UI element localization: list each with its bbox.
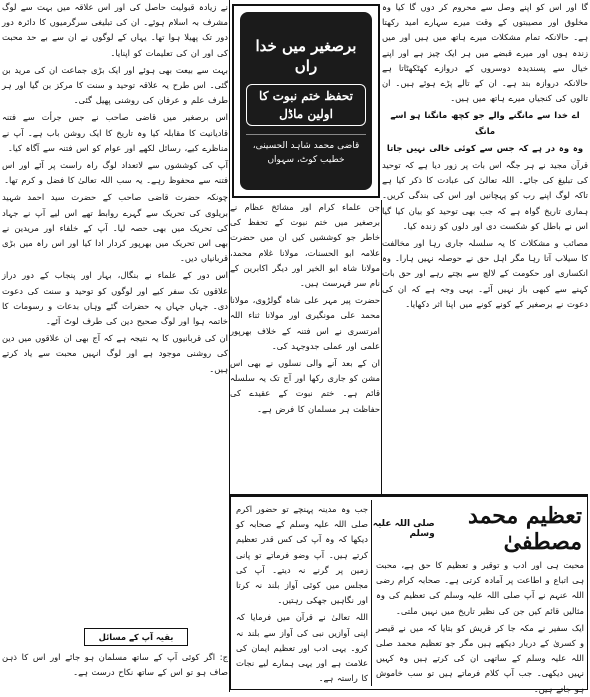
paragraph: جن علماء کرام اور مشائخ عظام نے برصغیر میں ختم نبوت کے تحفظ کی خاطر جو کوششیں کیں ان میں حضرت علامہ ابو الحسنات، مولانا غلام محمد، مولانا شاہ ابو الخیر اور دیگر اکابرین کے نام سر فہرست ہیں۔ <box>230 202 380 289</box>
paragraph: مصائب و مشکلات کا یہ سلسلہ جاری رہا اور مخالفت کا سیلاب آتا رہا مگر اہل حق نے حوصلہ نہیں ہارا۔ وہ انکساری اور حکومت کے لالچ سے بچتے رہے اور حق بات کہنے سے کبھی باز نہیں آئے۔ یہی وجہ ہے کہ ان کی دعوت نے برصغیر کے کونے کونے میں اپنا اثر دکھایا۔ <box>382 238 588 309</box>
right-column <box>382 0 588 494</box>
paragraph: محبت ہی اور ادب و توقیر و تعظیم کا حق ہے، محبت ہی اتباع و اطاعت پر آمادہ کرتی ہے۔ صحابہ کرام رضی اللہ عنہم نے آپ صلی اللہ علیہ وسلم کی تعظیم کی وہ مثالیں قائم کیں جن کی نظیر تاریخ میں نہیں ملتی۔ <box>376 560 584 616</box>
paragraph: اس برصغیر میں قاضی صاحب نے جس جرأت سے فتنہ قادیانیت کا مقابلہ کیا وہ تاریخ کا ایک روشن باب ہے۔ آپ نے مناظرے کیے، رسائل لکھے اور عوام کو اس فتنہ سے آگاہ کیا۔ <box>2 112 228 153</box>
bottom-middle-text <box>236 502 368 686</box>
paragraph: قرآن مجید نے ہر جگہ اس بات پر زور دیا ہے کہ توحید کی تبلیغ کی جائے۔ اللہ تعالیٰ کی عبادت کا ذکر کیا ہے تاکہ لوگ اپنے رب کو پہچانیں اور اس کی بندگی کریں۔ ہماری تاریخ گواہ ہے کہ جب بھی توحید کو بیان کیا گیا اس نے باطل کو شکست دی اور دلوں کو زندہ کیا۔ <box>382 160 588 231</box>
author-byline: قاضی محمد شاہد الحسینی، خطیب کوٹ، سہواں <box>246 134 366 167</box>
paragraph: بہت سے بیعت بھی ہوئے اور ایک بڑی جماعت ان کی مرید بن گئی۔ اس طرح یہ علاقہ توحید و سنت کا مرکز بن گیا اور ہر طرف علم و عرفان کی روشنی پھیل گئی۔ <box>2 64 228 106</box>
title-text: تعظیم محمد مصطفیٰ <box>468 503 582 555</box>
paragraph: ایک سفیر نے مکہ جا کر قریش کو بتایا کہ میں نے قیصر و کسریٰ کے دربار دیکھے ہیں مگر جو تعظیم محمد صلی اللہ علیہ وسلم کے ساتھی ان کی کرتے ہیں وہ کہیں نہیں دیکھی۔ جب آپ کلام فرماتے ہیں تو سب خاموش ہو جاتے ہیں۔ <box>376 622 584 694</box>
paragraph: آپ کی کوششوں سے لاتعداد لوگ راہ راست پر آئے اور اس فتنہ سے محفوظ رہے۔ یہ سب اللہ تعالیٰ کا فضل و کرم تھا۔ <box>2 160 228 186</box>
continued-label: بقیہ آپ کے مسائل <box>84 628 188 646</box>
paragraph: حضرت پیر مہر علی شاہ گولڑوی، مولانا محمد علی مونگیری اور مولانا ثناء اللہ امرتسری نے اس فتنہ کے خلاف بھرپور علمی اور عملی جدوجہد کی۔ <box>230 295 380 351</box>
column-divider <box>381 200 382 494</box>
paragraph: نے زیادہ قبولیت حاصل کی اور اس علاقہ میں بہت سے لوگ مشرف بہ اسلام ہوئے۔ ان کی تبلیغی سرگرمیوں کا دائرہ دور دور تک پھیلا ہوا تھا۔ یہاں کے لوگوں نے ان سے بے حد محبت کی اور ان کی تعلیمات کو اپنایا۔ <box>2 2 228 58</box>
paragraph: اللہ تعالیٰ نے قرآن میں فرمایا کہ اپنی آوازیں نبی کی آواز سے بلند نہ کرو۔ یہی ادب اور تعظیم ایمان کی علامت ہے اور یہی ہمارے لیے نجات کا راستہ ہے۔ <box>236 612 368 684</box>
paragraph: اس دور کے علماء نے بنگال، بہار اور پنجاب کے دور دراز علاقوں تک سفر کیے اور لوگوں کو توحید و سنت کی دعوت دی۔ جہاں جہاں یہ حضرات گئے وہاں بدعات و رسومات کا خاتمہ ہوا اور لوگ صحیح دین کی طرف لوٹ آئے۔ <box>2 270 228 327</box>
paragraph: ان کی قربانیوں کا یہ نتیجہ ہے کہ آج بھی ان علاقوں میں دین کی روشنی موجود ہے اور لوگ انہیں محبت سے یاد کرتے ہیں۔ <box>2 333 228 374</box>
paragraph: ج: اگر کوئی آپ کے ساتھ مسلمان ہو جائے اور اس کا ذہن صاف ہو تو اس کے ساتھ نکاح درست ہے۔ <box>2 652 228 678</box>
verse-line: وہ وہ در ہے کہ جس سے کوئی خالی نہیں جاتا <box>386 142 584 153</box>
bottom-article-title <box>370 505 582 553</box>
column-divider <box>371 500 372 686</box>
verse-line: اے خدا سے مانگنے والے جو کچھ مانگنا ہو اسے مانگ <box>390 110 580 136</box>
header-title: برصغیر میں خدا راں <box>255 36 357 75</box>
paragraph: ان کے بعد آنے والی نسلوں نے بھی اس مشن کو جاری رکھا اور آج تک یہ سلسلہ قائم ہے۔ ختم نبوت کے عقیدے کی حفاظت ہر مسلمان کا فرض ہے۔ <box>230 358 380 414</box>
bottom-right-text <box>376 558 584 694</box>
honorific: صلی اللہ علیہ وسلم <box>372 519 435 539</box>
left-column <box>2 0 228 652</box>
article-header <box>232 4 380 198</box>
paragraph: چونکہ حضرت قاضی صاحب کے حضرت سید احمد شہید بریلوی کی تحریک سے گہرے روابط تھے اس لیے آپ نے جہاد کی تحریک میں بھی حصہ لیا۔ آپ کے خلفاء اور مریدین نے بھی اس تحریک میں بھرپور کردار ادا کیا اور اس راہ میں بڑی قربانیاں دیں۔ <box>2 192 228 264</box>
paragraph: جب وہ مدینہ پہنچے تو حضور اکرم صلی اللہ علیہ وسلم کے صحابہ کو دیکھا کہ وہ آپ کی کس قدر تعظیم کرتے ہیں۔ آپ وضو فرماتے تو پانی زمین پر گرنے نہ دیتے۔ آپ کی مجلس میں کوئی آواز بلند نہ کرتا اور نگاہیں جھکی رہتیں۔ <box>236 504 368 606</box>
header-panel <box>240 12 372 190</box>
paragraph: گا اور اس کو اپنے وصل سے محروم کر دوں گا کیا وہ مخلوق اور مصیبتوں کے وقت میرے سہارے امید رکھتا ہے۔ حالانکہ تمام مشکلات میرے ہاتھ میں ہیں اور میں زندہ ہوں اور میرے قبضے میں ہر ایک چیز ہے اور اپنے خیال سے پسندیدہ دوسروں کے دروازے کھٹکھٹاتا ہے حالانکہ دروازہ بند ہے۔ ان کے تالے پڑے ہوئے ہیں۔ ان تالوں کی کنجیاں میرے ہاتھ میں ہیں۔ <box>382 2 588 104</box>
left-bottom-text <box>2 650 228 690</box>
middle-column <box>230 200 380 494</box>
header-subtitle: تحفظ ختم نبوت کا اولین ماڈل <box>246 84 366 126</box>
